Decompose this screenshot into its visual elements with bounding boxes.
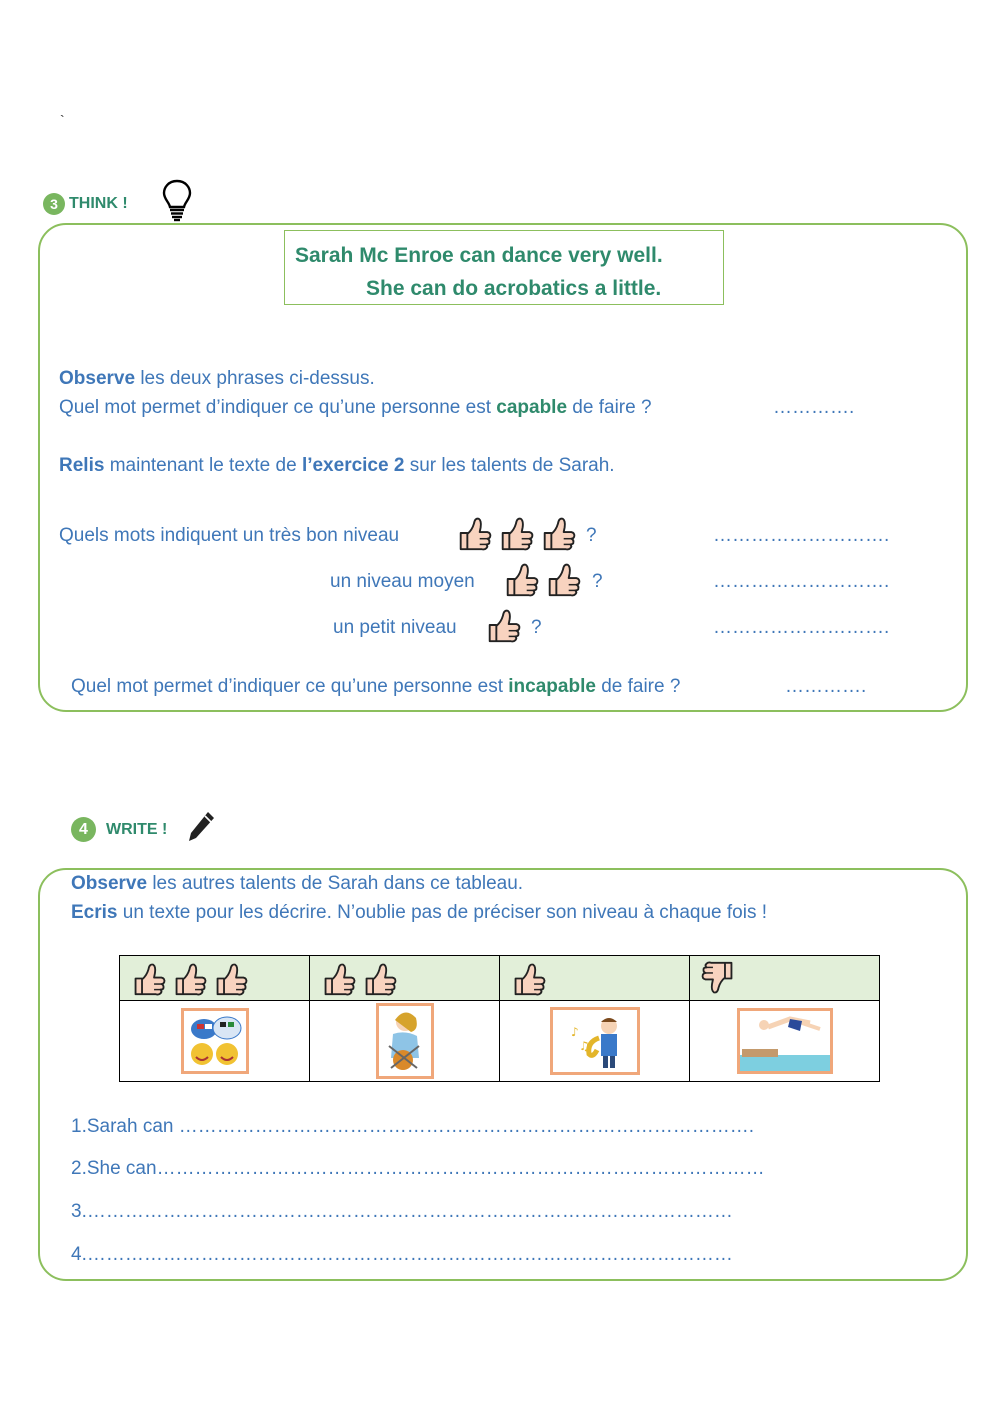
thumbs-up-icon <box>484 606 522 644</box>
thumbs-up-icon <box>502 560 540 598</box>
thumbs-up-icon <box>130 960 167 997</box>
thumbs-up-2-group <box>502 560 582 598</box>
svg-text:♫: ♫ <box>578 1039 590 1053</box>
section4-heading <box>71 817 167 842</box>
incapable-bold: incapable <box>508 676 596 697</box>
level-cell-thumb-down <box>690 956 880 1001</box>
thumbs-up-icon <box>361 960 398 997</box>
thumbs-up-icon <box>539 514 577 552</box>
languages-picture <box>181 1008 249 1074</box>
section3-number: 3 <box>43 193 65 215</box>
answer-blank-capable[interactable]: …………. <box>773 397 855 418</box>
section4-number: 4 <box>71 817 96 842</box>
diving-picture <box>737 1008 833 1074</box>
thumbs-up-icon <box>320 960 357 997</box>
example-sentence-1: Sarah Mc Enroe can dance very well. <box>295 244 663 267</box>
observe-bold: Observe <box>59 368 136 389</box>
answer-blank-very-good[interactable]: ………………………. <box>713 525 890 546</box>
stray-mark: ` <box>60 112 65 128</box>
level-very-good-label: Quels mots indiquent un très bon niveau <box>59 525 400 546</box>
thumbs-up-icon <box>510 960 547 997</box>
question-mark-3: ? <box>531 617 542 638</box>
thumbs-up-icon <box>171 960 208 997</box>
thumbs-up-1-group <box>484 606 522 644</box>
example-box <box>284 230 724 305</box>
lightbulb-icon <box>160 178 194 222</box>
answer-blank-low[interactable]: ………………………. <box>713 617 890 638</box>
answer-blank-medium[interactable]: ………………………. <box>713 571 890 592</box>
talent-cell-saxophone <box>500 1001 690 1082</box>
instruction-observe: Observe les autres talents de Sarah dans ce tableau. <box>71 873 524 894</box>
answer-blank-incapable[interactable]: …………. <box>785 676 867 697</box>
answer-line-3[interactable]: 3.………………………………………………………………………………………… <box>71 1201 733 1222</box>
question-observe <box>59 368 375 390</box>
thumbs-up-icon <box>212 960 249 997</box>
level-cell-1-thumb-up <box>500 956 690 1001</box>
talent-cell-diving <box>690 1001 880 1082</box>
question-mark-2: ? <box>592 571 603 592</box>
level-cell-3-thumbs-up <box>120 956 310 1001</box>
answer-line-2[interactable]: 2.She can…………………………………………………………………………………… <box>71 1158 765 1179</box>
answer-line-4[interactable]: 4.………………………………………………………………………………………… <box>71 1244 733 1265</box>
thumbs-up-icon <box>544 560 582 598</box>
thumbs-up-3-group <box>455 514 577 552</box>
level-low-label: un petit niveau <box>333 617 457 638</box>
exercise-reference: l’exercice 2 <box>301 455 405 476</box>
talent-cell-languages <box>120 1001 310 1082</box>
question-incapable: Quel mot permet d’indiquer ce qu’une personne est incapable de faire ? <box>71 676 681 697</box>
level-medium-label: un niveau moyen <box>330 571 475 592</box>
thumbs-down-icon <box>700 960 737 997</box>
relis-bold: Relis <box>59 455 105 476</box>
answer-line-1[interactable]: 1.Sarah can ………………………………………………………………………………. <box>71 1116 755 1137</box>
saxophone-picture <box>550 1007 640 1075</box>
section3-title: THINK ! <box>69 195 128 212</box>
level-cell-2-thumbs-up <box>310 956 500 1001</box>
section3-heading <box>43 193 128 215</box>
thumbs-up-icon <box>455 514 493 552</box>
observe-rest: les deux phrases ci-dessus. <box>135 368 375 389</box>
knitting-picture <box>376 1003 434 1079</box>
capable-bold: capable <box>496 397 568 418</box>
pencil-icon <box>186 810 216 844</box>
thumbs-up-icon <box>497 514 535 552</box>
talents-table <box>119 955 880 1082</box>
question-mark-1: ? <box>586 525 597 546</box>
question-relis: Relis maintenant le texte de l’exercice 2 sur les talents de Sarah. <box>59 455 615 476</box>
svg-text:♪: ♪ <box>570 1025 579 1039</box>
talent-cell-knitting <box>310 1001 500 1082</box>
question-capable: Quel mot permet d’indiquer ce qu’une personne est capable de faire ? <box>59 397 652 418</box>
example-sentence-2: She can do acrobatics a little. <box>366 277 662 300</box>
instruction-write: Ecris un texte pour les décrire. N’oublie pas de préciser son niveau à chaque fois ! <box>71 902 768 923</box>
section4-title: WRITE ! <box>106 820 168 838</box>
